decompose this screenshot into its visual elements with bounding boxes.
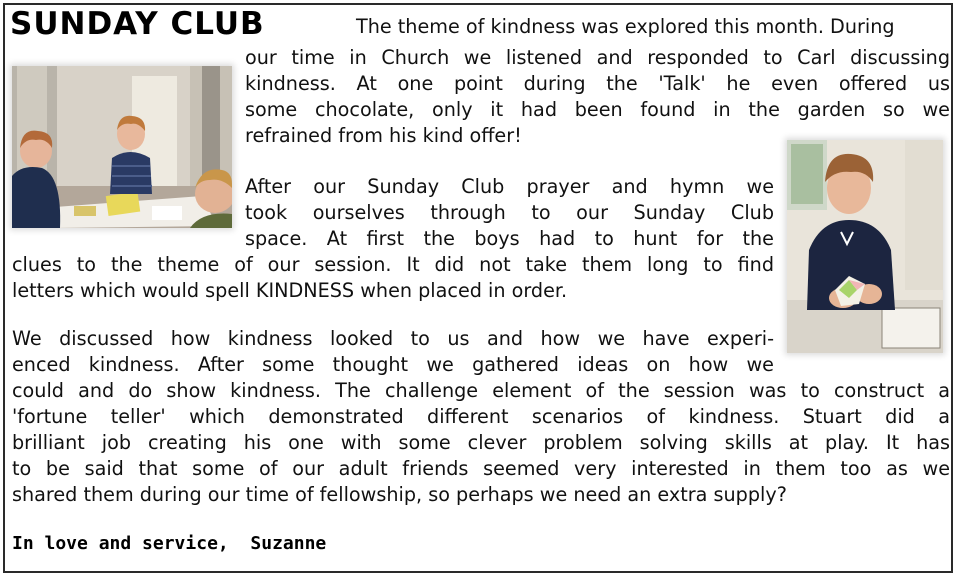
- paragraph-2-line-2: took ourselves through to our Sunday Club: [245, 201, 774, 224]
- paragraph-3-line-5: brilliant job creating his one with some clever problem solving skills at play. It has: [12, 431, 950, 454]
- paragraph-3-line-1: We discussed how kindness looked to us and how we have experi-: [12, 327, 774, 350]
- article-title: SUNDAY CLUB: [10, 6, 265, 42]
- paragraph-3-line-7: shared them during our time of fellowship, so perhaps we need an extra supply?: [12, 483, 787, 506]
- paragraph-1-line-4: some chocolate, only it had been found in the garden so we: [245, 98, 950, 121]
- paragraph-3-line-2: enced kindness. After some thought we gathered ideas on how we: [12, 353, 774, 376]
- paragraph-1-line-1: The theme of kindness was explored this month. During: [356, 15, 895, 38]
- paragraph-1-line-3: kindness. At one point during the 'Talk' he even offered us: [245, 72, 950, 95]
- paragraph-1-line-5: refrained from his kind offer!: [245, 124, 522, 147]
- paragraph-2-line-5: letters which would spell KINDNESS when placed in order.: [12, 279, 568, 302]
- signoff: In love and service, Suzanne: [12, 533, 327, 554]
- paragraph-2-line-3: space. At first the boys had to hunt for the: [245, 227, 774, 250]
- paragraph-2-line-1: After our Sunday Club prayer and hymn we: [245, 175, 774, 198]
- paragraph-2-line-4: clues to the theme of our session. It did not take them long to find: [12, 253, 774, 276]
- paragraph-3-line-3: could and do show kindness. The challenge element of the session was to construct a: [12, 379, 950, 402]
- paragraph-3-line-4: 'fortune teller' which demonstrated different scenarios of kindness. Stuart did a: [12, 405, 950, 428]
- paragraph-3-line-6: to be said that some of our adult friends seemed very interested in them too as we: [12, 457, 950, 480]
- photo-boys-at-table-image: [12, 66, 232, 228]
- paragraph-1-line-2: our time in Church we listened and responded to Carl discussing: [245, 46, 950, 69]
- photo-boy-with-fortune-teller: [787, 140, 943, 353]
- photo-boy-with-fortune-teller-image: [787, 140, 943, 353]
- photo-boys-at-table: [12, 66, 232, 228]
